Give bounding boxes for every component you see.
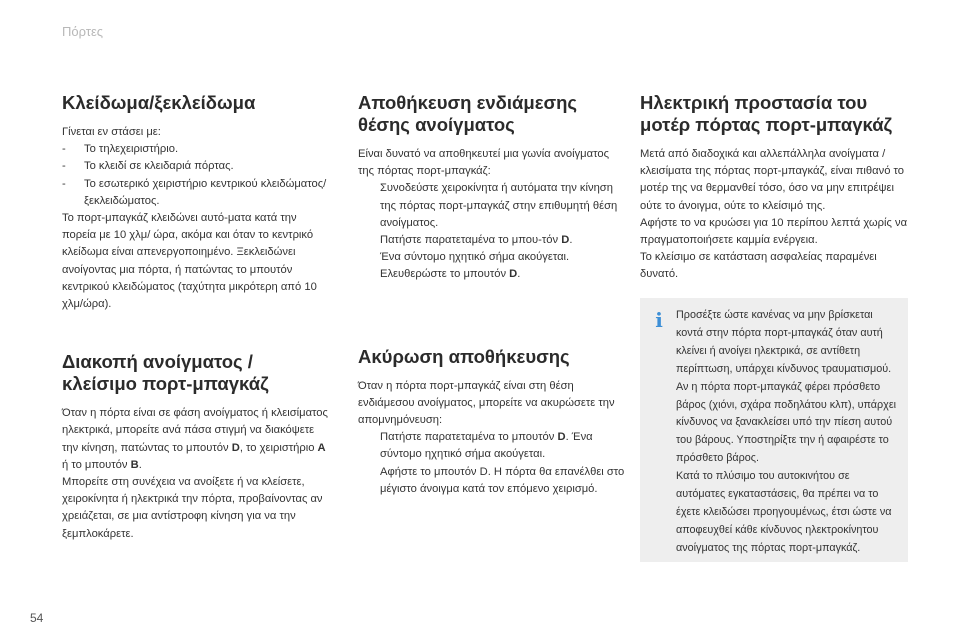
step-text: Συνοδεύστε χειροκίνητα ή αυτόματα την κίνηση της πόρτας πορτ-μπαγκάζ στην επιθυμητή θέση ανοίγματος.	[380, 182, 618, 229]
step-text: Πατήστε παρατεταμένα το μπουτόν	[380, 431, 558, 444]
store-position-section	[358, 92, 628, 284]
text-fragment: Όταν η πόρτα είναι σε φάση ανοίγματος ή κλεισίματος ηλεκτρικά, μπορείτε ανά πάσα στιγμή να διακόψετε την κίνηση, πατώντας το μπουτόν	[62, 407, 328, 454]
interrupt-heading: Διακοπή ανοίγματος / κλείσιμο πορτ-μπαγκάζ	[62, 351, 269, 395]
store-position-heading: Αποθήκευση ενδιάμεσης θέσης ανοίγματος	[358, 92, 578, 135]
lock-body: Το πορτ-μπαγκάζ κλειδώνει αυτό-ματα κατά την πορεία με 10 χλμ/ ώρα, ακόμα και όταν το κεντρικό κλείδωμα είναι απενεργοποιημένο. Ξεκλειδώνει ανοίγοντας μια πόρτα, ή πατώντας το μπουτόν κεντρικού κλειδώματος (ταχύτητα μικρότερη από 10 χλμ/ώρα).	[62, 212, 317, 311]
safety-info-box	[640, 298, 908, 562]
lock-methods-list	[62, 141, 332, 210]
list-item	[358, 232, 628, 266]
lock-unlock-heading: Κλείδωμα/ξεκλείδωμα	[62, 92, 256, 113]
step-text: Πατήστε παρατεταμένα το μπου-τόν	[380, 234, 562, 247]
text-fragment: .	[138, 458, 142, 471]
lock-intro: Γίνεται εν στάσει με:	[62, 126, 161, 138]
interrupt-section	[62, 351, 332, 543]
text-fragment: ή το μπουτόν	[62, 458, 131, 471]
button-b-label: B	[130, 458, 139, 471]
store-steps-list	[358, 180, 628, 283]
step-text: Ελευθερώστε το μπουτόν	[380, 268, 510, 281]
interrupt-paragraph-2: Μπορείτε στη συνέχεια να ανοίξετε ή να κλείσετε, χειροκίνητα ή ηλεκτρικά την πόρτα, προβαίνοντας αν χρειάζεται, σε μια αντίστροφη κίνηση για να την ξεμπλοκάρετε.	[62, 476, 323, 540]
button-d-label: D	[561, 234, 570, 247]
button-d-label: D	[231, 441, 240, 454]
cancel-storage-section	[358, 346, 628, 498]
step-text: Αφήστε το μπουτόν D. Η πόρτα θα επανέλθει στο μέγιστο άνοιγμα κατά τον επόμενο χειρισμό.	[380, 465, 625, 495]
protection-paragraph-2: Αφήστε το να κρυώσει για 10 περίπου λεπτά χωρίς να πραγματοποιήσετε καμμία ενέργεια.	[640, 216, 908, 247]
list-item	[358, 180, 628, 232]
column-1	[62, 92, 332, 543]
button-d-label: D	[509, 268, 518, 281]
protection-paragraph-3: Το κλείσιμο σε κατάσταση ασφαλείας παραμένει δυνατό.	[640, 251, 877, 281]
step-text: .	[517, 268, 521, 281]
info-text	[676, 307, 898, 558]
text-fragment: , το χειριστήριο	[239, 441, 318, 454]
step-text: . Ένα σύντομο ηχητικό σήμα ακούγεται.	[380, 431, 593, 461]
column-3	[640, 92, 908, 284]
list-item	[358, 464, 628, 498]
motor-protection-heading: Ηλεκτρική προστασία του μοτέρ πόρτας πορτ-μπαγκάζ	[640, 92, 893, 135]
step-text: .	[569, 234, 573, 247]
cancel-steps-list	[358, 429, 628, 498]
info-paragraph-1: Προσέξτε ώστε κανένας να μην βρίσκεται κοντά στην πόρτα πορτ-μπαγκάζ όταν αυτή κλείνει ή ανοίγει ηλεκτρικά, σε αντίθετη περίπτωση, υπάρχει κίνδυνος τραυματισμού.	[676, 309, 892, 375]
section-title: Πόρτες	[62, 24, 104, 39]
info-icon: i	[655, 308, 663, 332]
page-number: 54	[30, 611, 44, 625]
interrupt-paragraph-1	[62, 405, 332, 474]
list-item	[358, 429, 628, 463]
cancel-intro: Όταν η πόρτα πορτ-μπαγκάζ είναι στη θέση ενδιάμεσου ανοίγματος, μπορείτε να ακυρώσετε την απομνημόνευση:	[358, 379, 615, 427]
list-item: - Το εσωτερικό χειριστήριο κεντρικού κλειδώματος/ξεκλειδώματος.	[62, 176, 332, 210]
list-item: - Το τηλεχειριστήριο.	[62, 141, 332, 158]
info-paragraph-3: Κατά το πλύσιμο του αυτοκινήτου σε αυτόματες εγκαταστάσεις, θα πρέπει να το έχετε κλειδώσει προηγουμένως, έτσι ώστε να αποφευχθεί κάθε κίνδυνος ηλεκτροκίνητου ανοίγματος της πόρτας πορτ-μπαγκάζ.	[676, 470, 892, 554]
lock-unlock-section	[62, 92, 332, 313]
list-item: - Το κλειδί σε κλειδαριά πόρτας.	[62, 158, 332, 175]
motor-protection-section	[640, 92, 908, 284]
column-2	[358, 92, 628, 498]
control-a-label: A	[317, 441, 326, 454]
button-d-label: D	[557, 431, 566, 444]
list-item	[358, 266, 628, 283]
step-text: Ένα σύντομο ηχητικό σήμα ακούγεται.	[380, 251, 570, 264]
store-intro: Είναι δυνατό να αποθηκευτεί μια γωνία ανοίγματος της πόρτας πορτ-μπαγκάζ:	[358, 148, 609, 178]
cancel-storage-heading: Ακύρωση αποθήκευσης	[358, 345, 570, 367]
protection-paragraph-1: Μετά από διαδοχικά και αλλεπάλληλα ανοίγματα / κλεισίματα της πόρτας πορτ-μπαγκάζ, είναι πιθανό το μοτέρ της να θερμανθεί τόσο, όσο να μην επιτρέψει ούτε το άνοιγμα, ούτε το κλείσιμό της.	[640, 148, 905, 212]
info-paragraph-2: Αν η πόρτα πορτ-μπαγκάζ φέρει πρόσθετο βάρος (χιόνι, σχάρα ποδηλάτου κλπ), υπάρχει κίνδυνος να ξανακλείσει υπό την πίεση αυτού του βάρους. Υποστηρίξτε την ή αφαιρέστε το πρόσθετο βάρος.	[676, 380, 897, 465]
